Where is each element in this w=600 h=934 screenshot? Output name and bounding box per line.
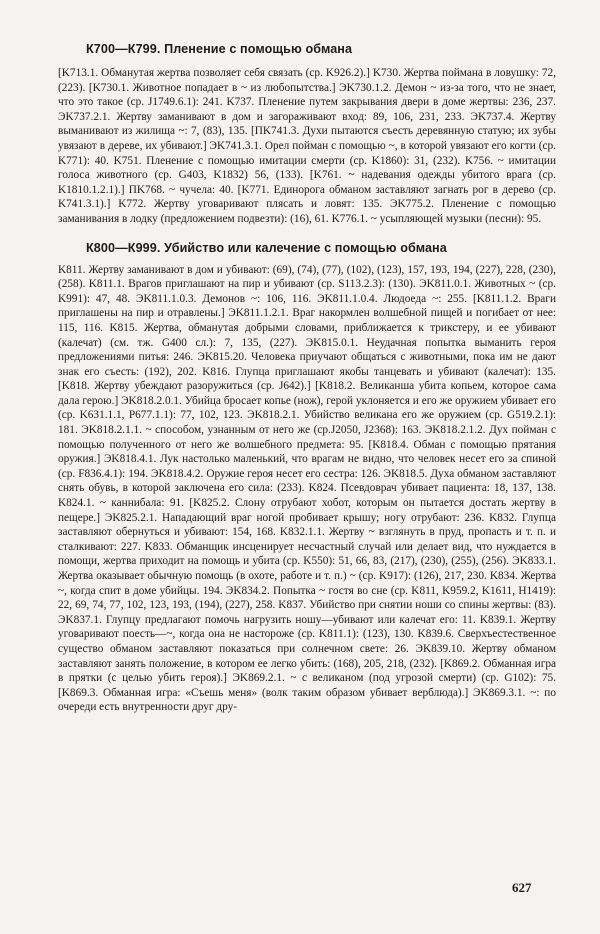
- section-body-k700: [K713.1. Обманутая жертва позволяет себя связать (ср. K926.2).] K730. Жертва поймана в ловушку: 72, (223). [K730.1. Животное попадает в ~ из любопытства.] ЭK730.1.2. Демон ~ из-за того, что не знает, что это такое (ср. J1749.6.1): 241. K737. Пленение путем закрывания двери в доме жертвы: 236, 237. ЭK737.2.1. Жертву заманивают в дом и загораживают вход: 89, 106, 231, 233. ЭK737.4. Жертву выманивают из жилища ~: 7, (83), 135. [ПK741.3. Духи пытаются съесть деревянную статую; их зубы увязают в дереве, их убивают.] ЭK741.3.1. Орел пойман с помощью ~, в которой увязают его когти (ср. K771): 40. K751. Пленение с помощью имитации смерти (ср. K1860): 31, (232). K756. ~ имитации голоса животного (ср. G403, K1832) 56, (133). [K761. ~ надевания одежды убитого врага (ср. K1810.1.2.1).] ПK768. ~ чучела: 40. [K771. Единорога обманом заставляют загнать рог в дерево (ср. K741.3.1).] K772. Жертву уговаривают плясать и ловят: 135. ЭK775.2. Пленение с помощью заманивания в лодку (предложением подвезти): (16), 61. K776.1. ~ усыпляющей музыки (песни): 95.: [58, 67, 556, 225]
- section-body-k800: K811. Жертву заманивают в дом и убивают: (69), (74), (77), (102), (123), 157, 193, 194, (227), 228, (230), (258). K811.1. Врагов приглашают на пир и убивают (ср. S113.2.3): (130). ЭK811.0.1. Животных ~ (ср. K991): 47, 48. ЭK811.1.0.3. Демонов ~: 106, 116. ЭK811.1.0.4. Людоеда ~: 255. [K811.1.2. Враги приглашены на пир и отравлены.] ЭK811.1.2.1. Враг накормлен волшебной пищей и погибает от нее: 115, 116. K815. Жертва, обманутая добрыми словами, приближается к трикстеру, и ее убивают (калечат) (см. тж. G400 сл.): 7, 135, (227). ЭK815.0.1. Неудачная попытка выманить героя предложениями питья: 246. ЭK815.20. Человека приучают общаться с животными, пока им не дают знак его съесть: (192), 202. K816. Глупца приглашают якобы танцевать и убивают (калечат): 135. [K818. Жертву убеждают разоружиться (ср. J642).] [K818.2. Великанша убита копьем, которое сама дала герою.] ЭK818.2.0.1. Убийца бросает копье (нож), герой уклоняется и его же оружием убивает его (ср. K631.1.1, P677.1.1): 77, 102, 123. ЭK818.2.1. Убийство великана его же оружием (ср. G519.2.1): 181. ЭK818.2.1.1. ~ способом, узнанным от него же (ср.J2050, J2368): 163. ЭK818.2.1.2. Дух пойман с помощью полученного от него же волшебного предмета: 95. [K818.4. Обман с помощью прятания оружия.] ЭK818.4.1. Лук настолько маленький, что врагам не видно, что человек несет его за спиной (ср. F836.4.1): 194. ЭK818.4.2. Оружие героя несет его сестра: 126. ЭK818.5. Духа обманом заставляют снять обувь, в которой заключена его сила: (233). K824. Псевдоврач убивает пациента: 18, 137, 138. K824.1. ~ каннибала: 91. [K825.2. Слону отрубают хобот, которым он пытается достать жертву в пещере.] ЭK825.2.1. Нападающий враг ногой пробивает крышу; ногу отрубают: 236. K832. Глупца заставляют обернуться и убивают: 154, 168. K832.1.1. Жертву ~ взглянуть в пруд, пропасть и т. п. и сталкивают: 227. K833. Обманщик инсценирует несчастный случай или делает вид, что нуждается в помощи, жертва приходит на помощь и убита (ср. K550): 51, 66, 83, (217), (230), (255), (256). ЭK833.1. Жертва оказывает обычную помощь (в охоте, работе и т. п.) ~ (ср. K917): (126), 217, 230. K834. Жертва ~, когда спит в доме убийцы. 194. ЭK834.2. Попытка ~ гостя во сне (ср. K811, K959.2, K1611, H1419): 22, 69, 74, 77, 102, 123, 193, (194), (227), 258. K837. Убийство при снятии ноши со спины жертвы: (83). ЭK837.1. Глупцу предлагают помочь нагрузить ношу—убивают или калечат его: 11. K839.1. Жертву уговаривают поесть—~, когда она не настороже (ср. K811.1): (123), 130. K839.6. Сверхъестественное существо обманом заставляют показаться при солнечном свете: 26. ЭK839.10. Жертву обманом заставляют занять положение, в котором ее легко убить: (168), 205, 218, (232). [K869.2. Обманная игра в прятки (с целью убить героя).] ЭK869.2.1. ~ с великаном (под угрозой смерти) (ср. G102): 75. [K869.3. Обманная игра: «Съешь меня» (волк таким образом убивает верблюда).] ЭK869.3.1. ~: по очереди есть внутренности друг дру-: [58, 263, 556, 714]
- text-column: [58, 42, 556, 715]
- section-heading-k800: К800—К999. Убийство или калечение с помощью обмана: [86, 240, 447, 255]
- page-number: 627: [512, 880, 532, 895]
- section-heading-k700: К700—К799. Пленение с помощью обмана: [86, 42, 353, 56]
